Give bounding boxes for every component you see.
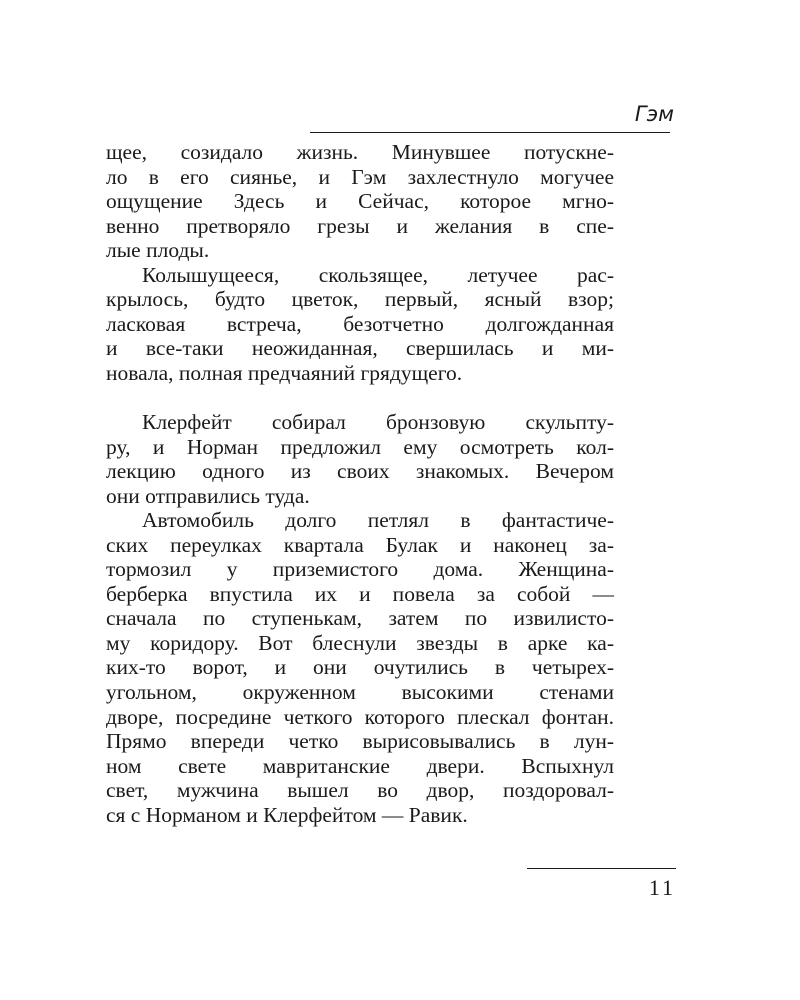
text-line: ло в его сиянье, и Гэм захлестнуло могучее bbox=[106, 164, 614, 189]
text-line: сначала по ступенькам, затем по извилисто- bbox=[106, 606, 614, 631]
text-line: Клерфейт собирал бронзовую скульпту- bbox=[142, 410, 614, 435]
text-line: ощущение Здесь и Сейчас, которое мгно- bbox=[106, 189, 614, 214]
text-line: берберка впустила их и повела за собой — bbox=[106, 581, 614, 606]
text-line: ласковая встреча, безотчетно долгожданная bbox=[106, 311, 614, 336]
text-line: Автомобиль долго петлял в фантастиче- bbox=[142, 508, 614, 533]
text-line: лекцию одного из своих знакомых. Вечером bbox=[106, 459, 614, 484]
text-line: и все-таки неожиданная, свершилась и ми- bbox=[106, 336, 614, 361]
text-line: Прямо впереди четко вырисовывались в лун- bbox=[106, 729, 614, 754]
text-line: они отправились туда. bbox=[106, 483, 310, 508]
running-title: Гэм bbox=[634, 102, 674, 126]
body-text bbox=[106, 140, 614, 827]
text-line: Колышущееся, скользящее, летучее рас- bbox=[142, 262, 614, 287]
text-line: ном свете мавританские двери. Вспыхнул bbox=[106, 753, 614, 778]
section-break bbox=[106, 385, 614, 410]
page-number: 11 bbox=[648, 875, 676, 900]
text-line: лые плоды. bbox=[106, 238, 210, 263]
text-line: щее, созидало жизнь. Минувшее потускне- bbox=[106, 140, 614, 164]
text-line: крылось, будто цветок, первый, ясный взор; bbox=[106, 287, 614, 312]
text-line: ру, и Норман предложил ему осмотреть кол- bbox=[106, 434, 614, 459]
text-line: тормозил у приземистого дома. Женщина- bbox=[106, 557, 614, 582]
text-line: ких-то ворот, и они очутились в четырех- bbox=[106, 655, 614, 680]
text-line: свет, мужчина вышел во двор, поздоровал- bbox=[106, 778, 614, 803]
text-line: дворе, посредине четкого которого плескал фонтан. bbox=[106, 704, 614, 729]
text-line: угольном, окруженном высокими стенами bbox=[106, 680, 614, 705]
text-line: новала, полная предчаяний грядущего. bbox=[106, 360, 463, 385]
footer-rule bbox=[527, 868, 676, 869]
running-head bbox=[310, 100, 674, 136]
text-line: ских переулках квартала Булак и наконец за- bbox=[106, 532, 614, 557]
text-line: ся с Норманом и Клерфейтом — Равик. bbox=[106, 802, 468, 827]
header-rule bbox=[310, 132, 670, 133]
text-line: венно претворяло грезы и желания в спе- bbox=[106, 213, 614, 238]
text-line: му коридору. Вот блеснули звезды в арке ка- bbox=[106, 630, 614, 655]
